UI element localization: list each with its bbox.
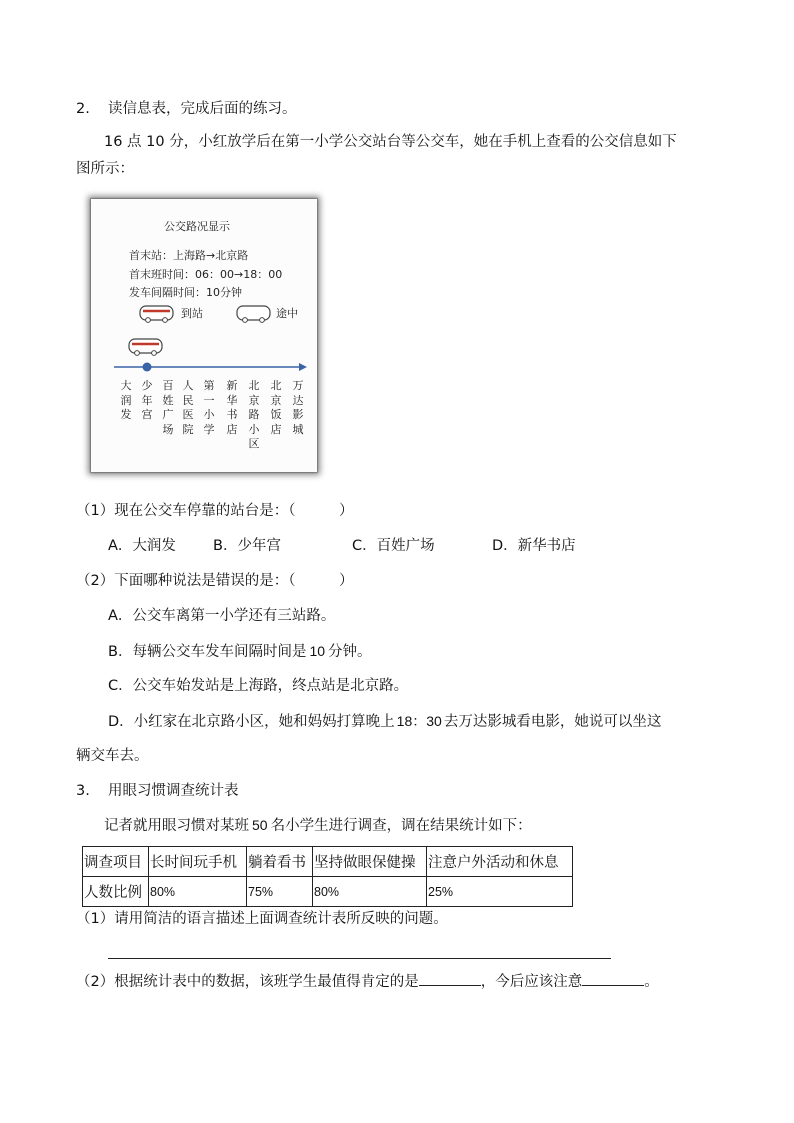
table-row (83, 877, 573, 907)
answer-line[interactable] (108, 958, 611, 959)
stop-label: 百姓广场 (162, 379, 174, 436)
stop-label: 人民医院 (182, 379, 194, 436)
bus-enroute-icon (237, 306, 270, 322)
table-cell: 80% (149, 877, 247, 907)
table-cell: 注意户外活动和休息 (427, 847, 573, 877)
stop-label: 北京饭店 (270, 379, 282, 436)
stop-label: 第一小学 (203, 379, 215, 436)
bus-on-route-icon (129, 339, 162, 355)
current-stop-dot (143, 363, 152, 372)
statement-d-line2: 辆交车去。 (76, 748, 149, 764)
legend-arrived-label: 到站 (181, 307, 203, 320)
table-cell: 25% (427, 877, 573, 907)
route-arrow-icon (299, 363, 307, 371)
survey-intro: 记者就用眼习惯对某班 50 名小学生进行调查，调在结果统计如下： (104, 817, 532, 834)
question-title: 读信息表，完成后面的练习。 (108, 101, 297, 117)
choice-a: A．大润发 (108, 538, 176, 554)
statement-d: D．小红家在北京路小区，她和妈妈打算晚上 18：30 去万达影城看电影，她说可以坐这 (108, 713, 662, 730)
choice-c: C．百姓广场 (352, 538, 435, 554)
question-title: 用眼习惯调查统计表 (108, 783, 239, 799)
statement-b: B．每辆公交车发车间隔时间是 10 分钟。 (108, 643, 372, 660)
choice-b: B．少年宫 (213, 538, 281, 554)
choice-d: D．新华书店 (492, 538, 576, 554)
card-interval: 发车间隔时间：10分钟 (129, 286, 242, 299)
table-cell: 80% (313, 877, 427, 907)
table-cell: 躺着看书 (247, 847, 313, 877)
card-hours: 首末班时间：06：00→18：00 (129, 268, 283, 281)
card-title: 公交路况显示 (164, 220, 230, 233)
table-cell: 75% (247, 877, 313, 907)
q3-sub2: （2）根据统计表中的数据，该班学生最值得肯定的是 ，今后应该注意 。 (76, 971, 659, 992)
legend-enroute-label: 途中 (276, 307, 298, 320)
sub2-stem: （2）下面哪种说法是错误的是：（ ） (76, 573, 354, 589)
bus-arrived-icon (140, 306, 173, 322)
question-number: 3. (76, 783, 90, 799)
q3-sub1: （1）请用简洁的语言描述上面调查统计表所反映的问题。 (76, 911, 448, 927)
intro-line-1: 16 点 10 分，小红放学后在第一小学公交站台等公交车，她在手机上查看的公交信息如下 (104, 134, 677, 150)
sub1-stem: （1）现在公交车停靠的站台是：（ ） (76, 503, 354, 519)
stop-label: 北京路小区 (248, 379, 260, 450)
statement-c: C．公交车始发站是上海路，终点站是北京路。 (108, 678, 409, 694)
stop-label: 万达影城 (292, 379, 304, 436)
table-cell: 坚持做眼保健操 (313, 847, 427, 877)
survey-table (82, 846, 573, 907)
table-header-row (83, 847, 573, 877)
table-cell: 调查项目 (83, 847, 149, 877)
question-number: 2. (76, 101, 90, 117)
statement-a: A．公交车离第一小学还有三站路。 (108, 608, 336, 624)
card-route: 首末站：上海路→北京路 (129, 249, 249, 262)
answer-blank[interactable] (582, 971, 644, 986)
stop-label: 新华书店 (226, 379, 238, 436)
table-cell: 人数比例 (83, 877, 149, 907)
answer-blank[interactable] (419, 971, 481, 986)
intro-line-2: 图所示： (76, 161, 134, 177)
stop-label: 少年宫 (141, 379, 153, 421)
stop-label: 大润发 (120, 379, 132, 421)
table-cell: 长时间玩手机 (149, 847, 247, 877)
